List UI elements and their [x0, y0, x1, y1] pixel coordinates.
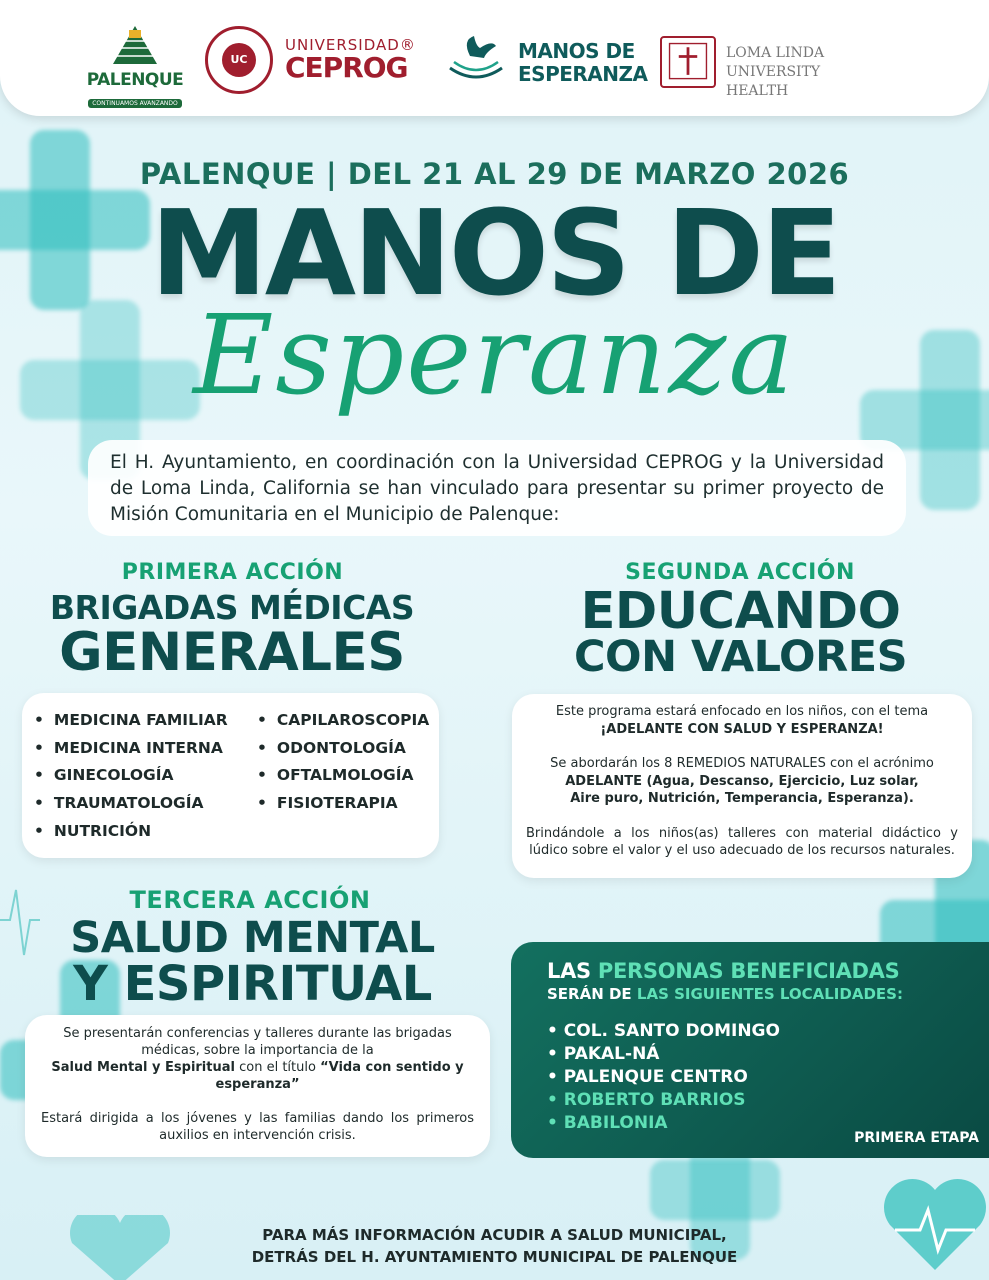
third-action-title-line1: SALUD MENTAL [70, 913, 435, 963]
second-p1b: ¡ADELANTE CON SALUD Y ESPERANZA! [600, 721, 884, 737]
third-p2: Estará dirigida a los jóvenes y las familias dando los primeros auxilios en intervención crisis. [41, 1111, 474, 1143]
manos-logo-line2: ESPERANZA [518, 62, 648, 86]
first-action-label: PRIMERA ACCIÓN [121, 560, 344, 585]
third-p1c: con el título [234, 1060, 321, 1075]
loma-linda-logo [660, 24, 920, 99]
intro-text: El H. Ayuntamiento, en coordinación con la Universidad CEPROG y la Universidad de Loma Linda, California se han vinculado para presentar su primer proyecto de Misión Comunitaria en el Municipio de Palenque: [88, 440, 906, 536]
service-item: • TRAUMATOLOGÍA [34, 790, 228, 818]
services-list-col1 [34, 707, 228, 845]
service-item: • NUTRICIÓN [34, 818, 228, 846]
beneficiaries-h2a: SERÁN DE [547, 985, 637, 1003]
palenque-logo-tagline: CONTINUAMOS AVANZANDO [88, 99, 182, 108]
beneficiaries-h1b: PERSONAS BENEFICIADAS [597, 959, 900, 983]
header-bar [0, 0, 989, 116]
ceprog-logo-line1: UNIVERSIDAD® [285, 36, 416, 54]
location-item: • BABILONIA [547, 1112, 780, 1135]
manos-logo [440, 24, 648, 96]
service-item: • OFTALMOLOGÍA [257, 762, 429, 790]
beneficiaries-subheading [547, 985, 903, 1003]
ceprog-seal-text: UC [222, 43, 256, 77]
third-action-title-line2: Y ESPIRITUAL [73, 956, 432, 1012]
second-action-card [512, 694, 972, 878]
service-item: • GINECOLOGÍA [34, 762, 228, 790]
location-item: • COL. SANTO DOMINGO [547, 1020, 780, 1043]
decor-cross [650, 1160, 780, 1220]
first-action-card [22, 693, 439, 858]
second-p2b: ADELANTE (Agua, Descanso, Ejercicio, Luz solar, [565, 773, 919, 789]
second-action-title-line1: EDUCANDO [580, 582, 901, 641]
location-item: • PALENQUE CENTRO [547, 1066, 780, 1089]
service-item: • FISIOTERAPIA [257, 790, 429, 818]
beneficiaries-h2b: LAS SIGUIENTES LOCALIDADES: [636, 985, 903, 1003]
second-action-label: SEGUNDA ACCIÓN [625, 560, 855, 585]
dove-hands-icon [440, 34, 512, 84]
second-p2c: Aire puro, Nutrición, Temperancia, Esperanza). [570, 791, 914, 806]
footer-line1: PARA MÁS INFORMACIÓN ACUDIR A SALUD MUNICIPAL, [262, 1226, 727, 1244]
ceprog-logo-line2: CEPROG [285, 51, 408, 84]
location-item: • PAKAL-NÁ [547, 1043, 780, 1066]
heartbeat-line-icon [0, 860, 40, 980]
second-p1a: Este programa estará enfocado en los niños, con el tema [555, 704, 929, 719]
script-title: Esperanza [193, 291, 796, 419]
beneficiaries-panel [511, 942, 989, 1158]
service-item: • ODONTOLOGÍA [257, 735, 429, 763]
loma-logo-line2: HEALTH [726, 83, 789, 99]
pyramid-icon [105, 24, 165, 66]
second-action-title-line2: CON VALORES [573, 632, 908, 682]
footer-info [0, 1224, 989, 1268]
ceprog-seal-icon [205, 26, 273, 94]
second-p3: Brindándole a los niños(as) talleres con material didáctico y lúdico sobre el valor y el uso adecuado de los recursos naturales. [526, 825, 958, 858]
event-date: PALENQUE | DEL 21 AL 29 DE MARZO 2026 [139, 157, 850, 191]
loma-logo-line1: LOMA LINDA UNIVERSITY [726, 45, 825, 80]
third-p1b: Salud Mental y Espiritual [51, 1060, 235, 1075]
main-title: MANOS DE [150, 184, 839, 322]
third-p1a: Se presentarán conferencias y talleres durante las brigadas médicas, sobre la importancia de la [63, 1026, 452, 1058]
palenque-logo-name: PALENQUE [86, 70, 184, 90]
third-action-label: TERCERA ACCIÓN [129, 886, 371, 914]
first-action-title-line1: BRIGADAS MÉDICAS [49, 588, 415, 627]
beneficiaries-h1a: LAS [547, 959, 598, 983]
palenque-logo [80, 24, 190, 107]
service-item: • CAPILAROSCOPIA [257, 707, 429, 735]
third-action-card [25, 1015, 490, 1157]
second-p2a: Se abordarán los 8 REMEDIOS NATURALES con el acrónimo [550, 756, 934, 771]
first-action-title-line2: GENERALES [59, 622, 405, 683]
beneficiaries-heading [547, 959, 899, 983]
footer-line2: DETRÁS DEL H. AYUNTAMIENTO MUNICIPAL DE PALENQUE [251, 1248, 738, 1266]
services-list-col2 [257, 707, 429, 818]
location-item: • ROBERTO BARRIOS [547, 1089, 780, 1112]
stage-label: PRIMERA ETAPA [854, 1130, 979, 1146]
manos-logo-line1: MANOS DE [518, 39, 635, 63]
loma-linda-seal-icon [660, 36, 716, 88]
third-p1d: “Vida con sentido y esperanza” [215, 1060, 464, 1092]
service-item: • MEDICINA FAMILIAR [34, 707, 228, 735]
service-item: • MEDICINA INTERNA [34, 735, 228, 763]
ceprog-logo [205, 24, 430, 96]
locations-list [547, 1020, 780, 1135]
